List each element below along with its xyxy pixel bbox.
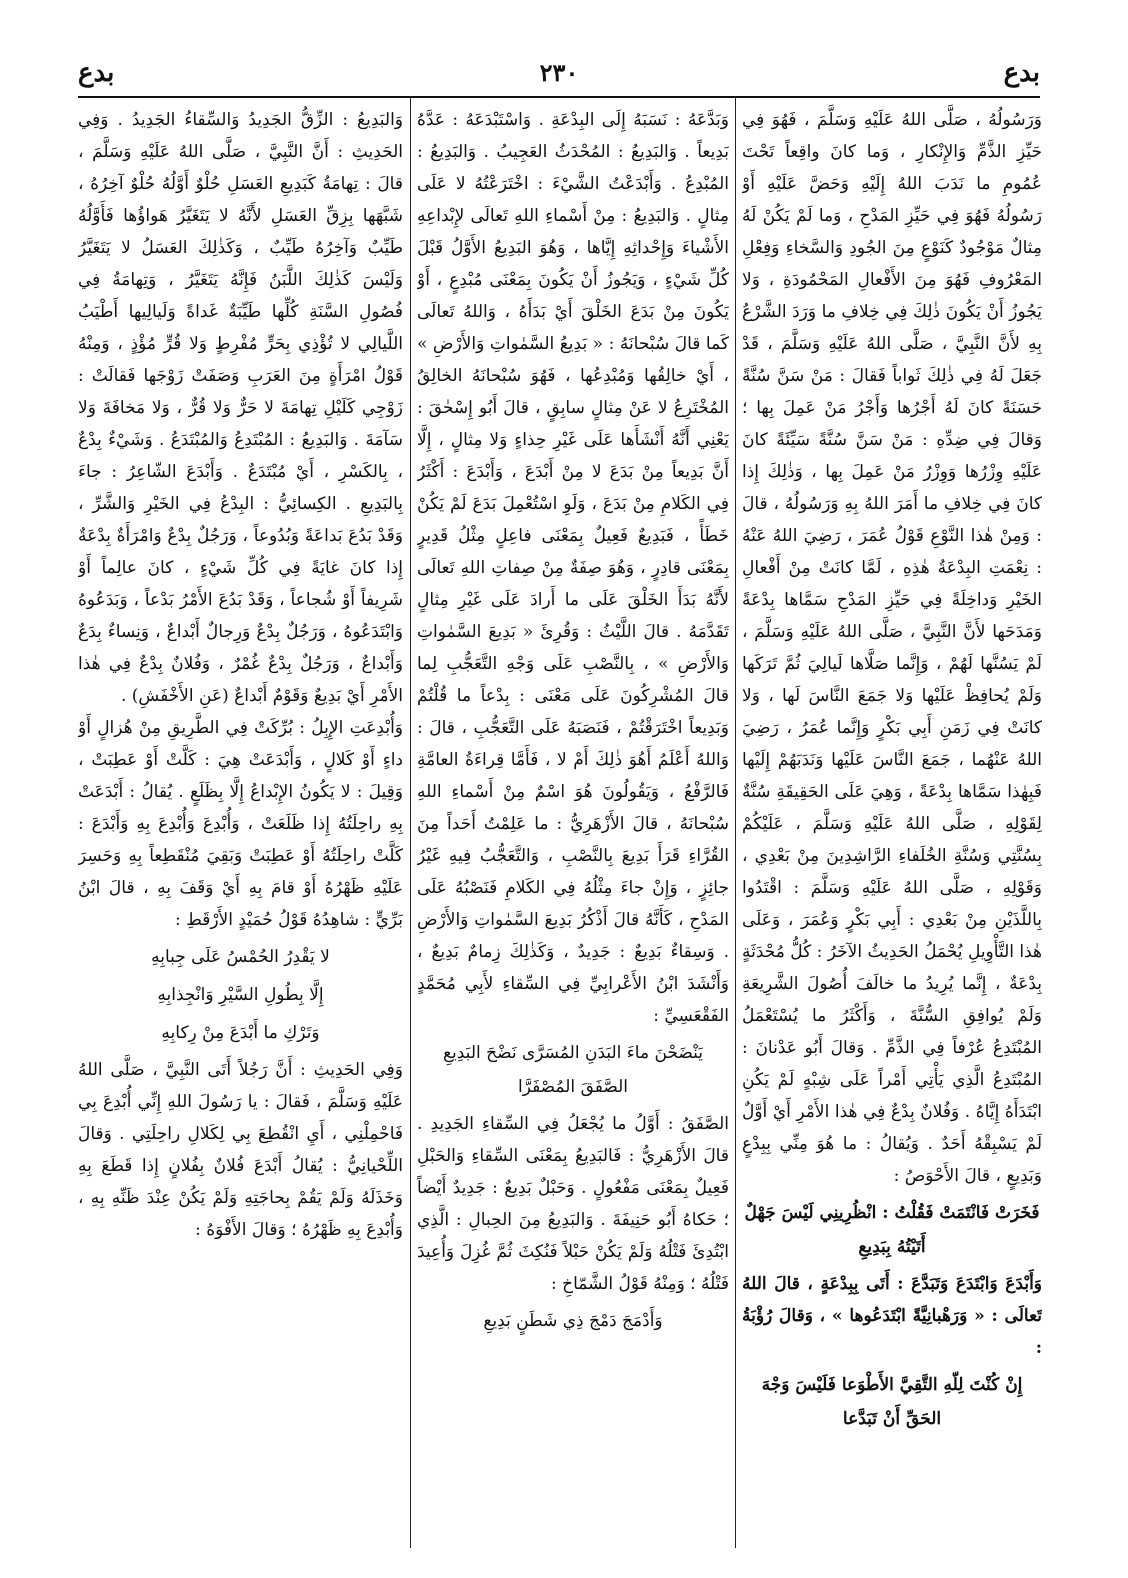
paragraph: الصَّفَقُ : أَوَّلُ ما يُجْعَلُ فِي السِّقاءِ الجَدِيدِ . قالَ الأَزْهَرِيُّ : فَالبَدِيعُ بِمَعْنَى السِّقاءِ وَالحَبْلِ فَعِيلٌ بِمَعْنَى مَفْعُولٍ . وَحَبْلٌ بَدِيعٌ : جَدِيدٌ أَيْضاً ؛ حَكاهُ أَبُو حَنِيفَةَ . وَالبَدِيعُ مِنَ الحِبالِ : الَّذِي ابْتُدِئَ فَتْلُهُ وَلَمْ يَكُنْ حَبْلاً فَنُكِثَ ثُمَّ غُزِلَ وَأُعِيدَ فَتْلُهُ ؛ وَمِنْهُ قَوْلُ الشَّمّاخِ : bbox=[417, 1114, 729, 1294]
paragraph: وَفِي الحَدِيثِ : أَنَّ رَجُلاً أَتَى النَّبِيَّ ، صَلَّى اللهُ عَلَيْهِ وَسَلَّمَ ، فَقالَ : يا رَسُولَ اللهِ إِنِّي أُبْدِعَ بِي فَاحْمِلْنِي ، أَيِ انْقُطِعَ بِي لِكَلالِ راحِلَتِي . وَقالَ اللِّحْيانِيُّ : يُقالُ أَبْدَعَ فُلانٌ بِفُلانٍ إِذا قَطَعَ بِهِ وَخَذَلَهُ وَلَمْ يَقُمْ بِحاجَتِهِ وَلَمْ يَكُنْ عِنْدَ ظَنِّهِ بِهِ ، وَأُبْدِعَ بِهِ ظَهْرُهُ ؛ وَقالَ الأَفْوَهُ : bbox=[78, 1060, 403, 1240]
paragraph: وَأَبْدَعَ وَابْتَدَعَ وَتَبَدَّعَ : أَتَى بِبِدْعَةٍ ، قالَ اللهُ تَعالَى : « وَرَهْبانِيَّةً ابْتَدَعُوها » ، وَقالَ رُؤْبَةُ : bbox=[742, 1274, 1042, 1358]
header-left-word: بدع bbox=[78, 58, 115, 88]
header-rule bbox=[78, 96, 1040, 98]
column-divider-right bbox=[735, 98, 736, 1548]
verse: يَنْضَحْنَ ماءَ البَدَنِ المُسَرَّى نَضْحَ البَدِيعِ الصَّفَقَ المُصْفَرَّا bbox=[442, 1043, 704, 1097]
verse: إِنْ كُنْتَ لِلّهِ التَّقِيَّ الأَطْوَعا فَلَيْسَ وَجْهَ الحَقِّ أَنْ تَبَدَّعا bbox=[761, 1375, 1023, 1429]
column-left bbox=[78, 104, 403, 1550]
verse: وَتَرْكِ ما أَبْدَعَ مِنْ رِكابِهِ bbox=[161, 1023, 320, 1043]
paragraph: وَبَدَّعَهُ : نَسَبَهُ إِلَى البِدْعَةِ . وَاسْتَبْدَعَهُ : عَدَّهُ بَدِيعاً . وَالبَدِيعُ : المُحْدَثُ العَجِيبُ . وَالبَدِيعُ : المُبْدِعُ . وَأَبْدَعْتُ الشَّيْءَ : اخْتَرَعْتُهُ لا عَلَى مِثالٍ . وَالبَدِيعُ : مِنْ أَسْماءِ اللهِ تَعالَى لإِبْداعِهِ الأَشْياءَ وَإِحْداثِهِ إِيَّاها ، وَهُوَ البَدِيعُ الأَوَّلُ قَبْلَ كُلِّ شَيْءٍ ، وَيَجُوزُ أَنْ يَكُونَ بِمَعْنَى مُبْدِعٍ ، أَوْ يَكُونَ مِنْ بَدَعَ الخَلْقَ أَيْ بَدَأَهُ ، وَاللهُ تَعالَى كَما قالَ سُبْحانَهُ : « بَدِيعُ السَّمٰواتِ وَالأَرْضِ » ، أَيْ خالِقُها وَمُبْدِعُها ، فَهُوَ سُبْحانَهُ الخالِقُ المُخْتَرِعُ لا عَنْ مِثالٍ سابِقٍ ، قالَ أَبُو إِسْحٰقَ : يَعْنِي أَنَّهُ أَنْشَأَها عَلَى غَيْرِ حِذاءٍ وَلا مِثالٍ ، إِلَّا أَنَّ بَدِيعاً مِنْ بَدَعَ لا مِنْ أَبْدَعَ ، وَأَبْدَعَ : أَكْثَرُ فِي الكَلامِ مِنْ بَدَعَ ، وَلَوِ اسْتُعْمِلَ بَدَعَ لَمْ يَكُنْ خَطَأً ، فَبَدِيعٌ فَعِيلٌ بِمَعْنَى فاعِلٍ مِثْلُ قَدِيرٍ بِمَعْنَى قادِرٍ ، وَهُوَ صِفَةٌ مِنْ صِفاتِ اللهِ تَعالَى لأَنَّهُ بَدَأَ الخَلْقَ عَلَى ما أَرادَ عَلَى غَيْرِ مِثالٍ تَقَدَّمَهُ . قالَ اللَّيْثُ : وَقُرِئَ « بَدِيعَ السَّمٰواتِ وَالأَرْضِ » ، بِالنَّصْبِ عَلَى وَجْهِ التَّعَجُّبِ لِما قالَ المُشْرِكُونَ عَلَى مَعْنَى : بِدْعاً ما قُلْتُمْ وَبَدِيعاً اخْتَرَقْتُمْ ، فَنَصَبَهُ عَلَى التَّعَجُّبِ ، قالَ : وَاللهُ أَعْلَمُ أَهُوَ ذٰلِكَ أَمْ لا ، فَأَمَّا قِراءَةُ العامَّةِ فَالرَّفْعُ ، وَيَقُولُونَ هُوَ اسْمٌ مِنْ أَسْماءِ اللهِ سُبْحانَهُ ، قالَ الأَزْهَرِيُّ : ما عَلِمْتُ أَحَداً مِنَ القُرَّاءِ قَرَأَ بَدِيعَ بِالنَّصْبِ ، وَالتَّعَجُّبُ فِيهِ غَيْرُ جائِزٍ ، وَإِنْ جاءَ مِثْلُهُ فِي الكَلامِ فَنَصْبُهُ عَلَى المَدْحِ ، كَأَنَّهُ قالَ أَذْكُرُ بَدِيعَ السَّمٰواتِ وَالأَرْضِ . وَسِقاءٌ بَدِيعٌ : جَدِيدٌ ، وَكَذٰلِكَ زِمامٌ بَدِيعٌ ، وَأَنْشَدَ ابْنُ الأَعْرابِيِّ فِي السِّقاءِ لأَبِي مُحَمَّدٍ الفَقْعَسِيِّ : bbox=[417, 110, 729, 1026]
column-divider-left bbox=[410, 98, 411, 1548]
verse: إِلَّا بِطُولِ السَّيْرِ وَانْجِذابِهِ bbox=[157, 985, 324, 1005]
verse: لا يَقْدِرُ الحُمْسُ عَلَى جِبابِهِ bbox=[151, 947, 330, 967]
page-header bbox=[78, 58, 1040, 94]
paragraph: وَالبَدِيعُ : الزِّقُّ الجَدِيدُ وَالسِّقاءُ الجَدِيدُ . وَفِي الحَدِيثِ : أَنَّ النَّبِيَّ ، صَلَّى اللهُ عَلَيْهِ وَسَلَّمَ ، قالَ : تِهامَةُ كَبَدِيعِ العَسَلِ حُلْوٌ أَوَّلُهُ حُلْوٌ آخِرُهُ ، شَبَّهَها بِزِقِّ العَسَلِ لأَنَّهُ لا يَتَغَيَّرُ هَواؤُها فَأَوَّلُهُ طَيِّبٌ وَآخِرُهُ طَيِّبٌ ، وَكَذٰلِكَ العَسَلُ لا يَتَغَيَّرُ وَلَيْسَ كَذٰلِكَ اللَّبَنُ فَإِنَّهُ يَتَغَيَّرُ ، وَتِهامَةُ فِي فُصُولِ السَّنَةِ كُلِّها طَيِّبَةٌ غَداةً وَلَيالِيها أَطْيَبُ اللَّيالِي لا تُؤْذِي بِحَرٍّ مُفْرِطٍ وَلا قُرٍّ مُؤْذٍ ، وَمِنْهُ قَوْلُ امْرَأَةٍ مِنَ العَرَبِ وَصَفَتْ زَوْجَها فَقالَتْ : زَوْجِي كَلَيْلِ تِهامَةَ لا حَرٌّ وَلا قُرٌّ ، وَلا مَخافَةَ وَلا سَآمَةَ . وَالبَدِيعُ : المُبْتَدِعُ وَالمُبْتَدَعُ . وَشَيْءٌ بِدْعٌ ، بِالكَسْرِ ، أَيْ مُبْتَدَعٌ . وَأَبْدَعَ الشّاعِرُ : جاءَ بِالبَدِيعِ . الكِسائِيُّ : البِدْعُ فِي الخَيْرِ وَالشَّرِّ ، وَقَدْ بَدُعَ بَداعَةً وَبُدُوعاً ، وَرَجُلٌ بِدْعٌ وَامْرَأَةٌ بِدْعَةٌ إِذا كانَ غايَةً فِي كُلِّ شَيْءٍ ، كانَ عالِماً أَوْ شَرِيفاً أَوْ شُجاعاً ، وَقَدْ بَدُعَ الأَمْرُ بَدْعاً ، وَبَدَعُوهُ وَابْتَدَعُوهُ ، وَرَجُلٌ بِدْعٌ وَرِجالٌ أَبْداعٌ ، وَنِساءٌ بِدَعٌ وَأَبْداعٌ ، وَرَجُلٌ بِدْعٌ غُمْرٌ ، وَفُلانٌ بِدْعٌ فِي هٰذا الأَمْرِ أَيْ بَدِيعٌ وَقَوْمٌ أَبْداعٌ (عَنِ الأَخْفَشِ) . bbox=[78, 110, 403, 706]
paragraph: وَرَسُولُهُ ، صَلَّى اللهُ عَلَيْهِ وَسَلَّمَ ، فَهُوَ فِي حَيِّزِ الذَّمِّ وَالإِنْكارِ ، وَما كانَ واقِعاً تَحْتَ عُمُومِ ما نَدَبَ اللهُ إِلَيْهِ وَحَضَّ عَلَيْهِ أَوْ رَسُولُهُ فَهُوَ فِي حَيِّزِ المَدْحِ ، وَما لَمْ يَكُنْ لَهُ مِثالٌ مَوْجُودٌ كَنَوْعٍ مِنَ الجُودِ وَالسَّخاءِ وَفِعْلِ المَعْرُوفِ فَهُوَ مِنَ الأَفْعالِ المَحْمُودَةِ ، وَلا يَجُوزُ أَنْ يَكُونَ ذٰلِكَ فِي خِلافِ ما وَرَدَ الشَّرْعُ بِهِ لأَنَّ النَّبِيَّ ، صَلَّى اللهُ عَلَيْهِ وَسَلَّمَ ، قَدْ جَعَلَ لَهُ فِي ذٰلِكَ ثَواباً فَقالَ : مَنْ سَنَّ سُنَّةً حَسَنَةً كانَ لَهُ أَجْرُها وَأَجْرُ مَنْ عَمِلَ بِها ؛ وَقالَ فِي ضِدِّهِ : مَنْ سَنَّ سُنَّةً سَيِّئَةً كانَ عَلَيْهِ وِزْرُها وَوِزْرُ مَنْ عَمِلَ بِها ، وَذٰلِكَ إِذا كانَ فِي خِلافِ ما أَمَرَ اللهُ بِهِ وَرَسُولُهُ ، قالَ : وَمِنْ هٰذا النَّوْعِ قَوْلُ عُمَرَ ، رَضِيَ اللهُ عَنْهُ : نِعْمَتِ البِدْعَةُ هٰذِهِ ، لَمَّا كانَتْ مِنْ أَفْعالِ الخَيْرِ وَداخِلَةً فِي حَيِّزِ المَدْحِ سَمَّاها بِدْعَةً وَمَدَحَها لأَنَّ النَّبِيَّ ، صَلَّى اللهُ عَلَيْهِ وَسَلَّمَ ، لَمْ يَسُنَّها لَهُمْ ، وَإِنَّما صَلَّاها لَيالِيَ ثُمَّ تَرَكَها وَلَمْ يُحافِظْ عَلَيْها وَلا جَمَعَ النَّاسَ لَها ، وَلا كانَتْ فِي زَمَنِ أَبِي بَكْرٍ وَإِنَّما عُمَرُ ، رَضِيَ اللهُ عَنْهُما ، جَمَعَ النَّاسَ عَلَيْها وَنَدَبَهُمْ إِلَيْها فَبِهٰذا سَمَّاها بِدْعَةً ، وَهِيَ عَلَى الحَقِيقَةِ سُنَّةٌ لِقَوْلِهِ ، صَلَّى اللهُ عَلَيْهِ وَسَلَّمَ ، عَلَيْكُمْ بِسُنَّتِي وَسُنَّةِ الخُلَفاءِ الرَّاشِدِينَ مِنْ بَعْدِي ، وَقَوْلِهِ ، صَلَّى اللهُ عَلَيْهِ وَسَلَّمَ : اقْتَدُوا بِاللَّذَيْنِ مِنْ بَعْدِي : أَبِي بَكْرٍ وَعُمَرَ ، وَعَلَى هٰذا التَّأْوِيلِ يُحْمَلُ الحَدِيثُ الآخَرُ : كُلُّ مُحْدَثَةٍ بِدْعَةٌ ، إِنَّما يُرِيدُ ما خالَفَ أُصُولَ الشَّرِيعَةِ وَلَمْ يُوافِقِ السُّنَّةَ ، وَأَكْثَرُ ما يُسْتَعْمَلُ المُبْتَدِعُ عُرْفاً فِي الذَّمِّ . وَقالَ أَبُو عَدْنانَ : المُبْتَدِعُ الَّذِي يَأْتِي أَمْراً عَلَى شِبْهٍ لَمْ يَكُنِ ابْتَدَأَهُ إِيَّاهُ . وَفُلانٌ بِدْعٌ فِي هٰذا الأَمْرِ أَيْ أَوَّلٌ لَمْ يَسْبِقْهُ أَحَدٌ . وَيُقالُ : ما هُوَ مِنِّي بِبِدْعٍ وَبَدِيعٍ ، قالَ الأَحْوَصُ : bbox=[742, 110, 1042, 1186]
verse: فَخَرَتْ فَانْتَمَتْ فَقُلْتُ : انْظُرِينِي لَيْسَ جَهْلٌ أَتَيْتُهُ بِبَدِيعِ bbox=[744, 1203, 1040, 1257]
header-right-word: بدع bbox=[1003, 58, 1040, 88]
paragraph: وَأُبْدِعَتِ الإِبِلُ : بُرِّكَتْ فِي الطَّرِيقِ مِنْ هُزالٍ أَوْ داءٍ أَوْ كَلالٍ ، وَأَبْدَعَتْ هِيَ : كَلَّتْ أَوْ عَطِبَتْ ، وَقِيلَ : لا يَكُونُ الإِبْداعُ إِلَّا بِظَلَعٍ . يُقالُ : أَبْدَعَتْ بِهِ راحِلَتُهُ إِذا ظَلَعَتْ ، وَأُبْدِعَ وَأُبْدِعَ بِهِ وَأَبْدَعَ : كَلَّتْ راحِلَتُهُ أَوْ عَطِبَتْ وَبَقِيَ مُنْقَطِعاً بِهِ وَحَسِرَ عَلَيْهِ ظَهْرُهُ أَوْ قامَ بِهِ أَيْ وَقَفَ بِهِ ، قالَ ابْنُ بَرِّيٍّ : شاهِدُهُ قَوْلُ حُمَيْدٍ الأَرْقَطِ : bbox=[78, 718, 403, 930]
verse: وَأَدْمَجَ دَمْجَ ذِي شَطَنٍ بَدِيعِ bbox=[483, 1311, 663, 1331]
column-middle bbox=[417, 104, 729, 1550]
page-number: ٢٣٠ bbox=[539, 58, 579, 87]
column-right bbox=[742, 104, 1042, 1550]
